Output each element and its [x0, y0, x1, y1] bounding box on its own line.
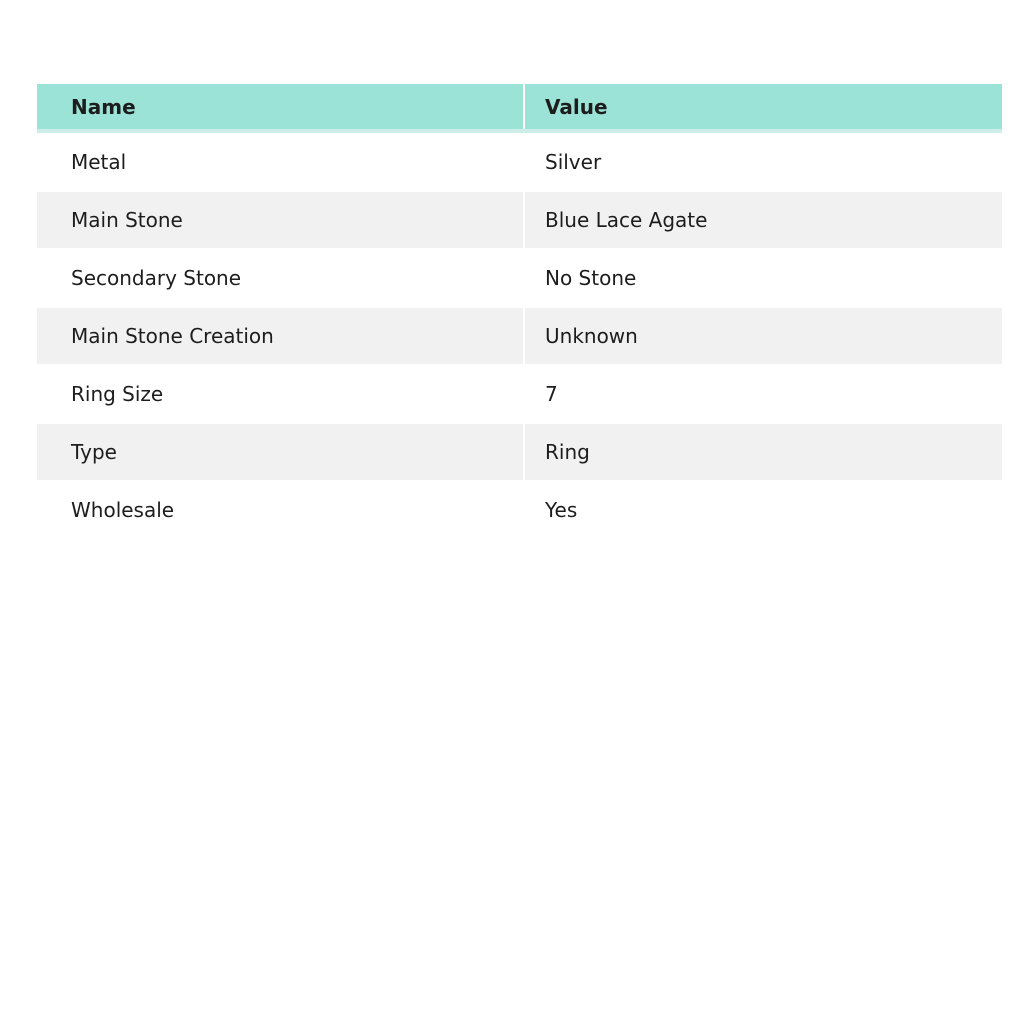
row-value-cell: Unknown: [523, 308, 1002, 364]
row-name-cell: Ring Size: [71, 382, 164, 406]
table-row: [37, 481, 1002, 539]
row-value-cell: No Stone: [523, 249, 1002, 307]
row-name-cell: Main Stone: [71, 208, 183, 232]
row-value-cell: Silver: [523, 133, 1002, 191]
attributes-table: [37, 84, 1002, 539]
table-header-row: [37, 84, 1002, 133]
row-name-cell: Wholesale: [71, 498, 175, 522]
table-row: [37, 249, 1002, 307]
row-name-cell: Main Stone Creation: [71, 324, 274, 348]
table-row: [37, 133, 1002, 191]
table-body: [37, 133, 1002, 539]
row-name-cell: Metal: [71, 150, 127, 174]
table-row: [37, 191, 1002, 249]
row-value-cell: Yes: [523, 481, 1002, 539]
row-value-cell: Ring: [523, 424, 1002, 480]
table-row: [37, 307, 1002, 365]
column-header-value: Value: [523, 84, 1002, 129]
row-name-cell: Secondary Stone: [71, 266, 242, 290]
table-row: [37, 423, 1002, 481]
row-name-cell: Type: [71, 440, 117, 464]
table-row: [37, 365, 1002, 423]
row-value-cell: 7: [523, 365, 1002, 423]
row-value-cell: Blue Lace Agate: [523, 192, 1002, 248]
column-header-name: Name: [71, 94, 136, 119]
